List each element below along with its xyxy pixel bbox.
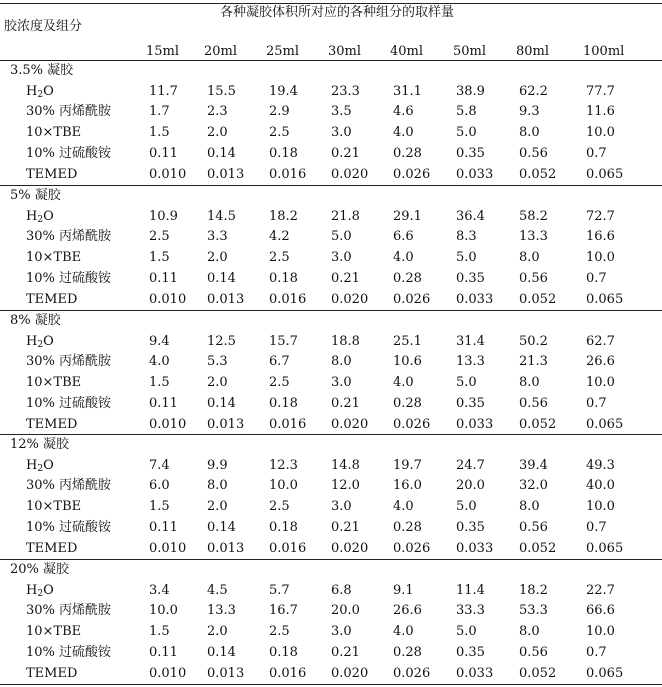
table-cell: 0.28 xyxy=(393,519,422,535)
table-cell: 2.0 xyxy=(207,250,228,266)
table-cell: 0.18 xyxy=(269,519,298,535)
table-cell: 0.033 xyxy=(456,665,494,681)
table-cell: 0.56 xyxy=(519,270,548,286)
table-cell: 2.3 xyxy=(207,104,228,120)
table-cell: 2.5 xyxy=(149,229,170,245)
section-rule xyxy=(0,185,662,186)
table-cell: 0.56 xyxy=(519,395,548,411)
table-cell: 5.0 xyxy=(456,375,477,391)
table-cell: 24.7 xyxy=(456,457,485,473)
table-cell: 1.5 xyxy=(149,375,170,391)
table-cell: 0.016 xyxy=(269,665,307,681)
table-cell: 8.3 xyxy=(456,229,477,245)
table-cell: 0.033 xyxy=(456,166,494,182)
table-cell: 1.7 xyxy=(149,104,170,120)
table-cell: 0.28 xyxy=(393,145,422,161)
row-label: 10×TBE xyxy=(26,624,82,640)
table-cell: 2.0 xyxy=(207,624,228,640)
table-cell: 0.28 xyxy=(393,395,422,411)
header-rule xyxy=(0,60,662,61)
table-cell: 4.0 xyxy=(393,499,414,515)
table-cell: 19.4 xyxy=(269,83,298,99)
table-cell: 8.0 xyxy=(519,125,540,141)
table-cell: 10.0 xyxy=(586,375,615,391)
table-cell: 0.18 xyxy=(269,395,298,411)
table-cell: 6.6 xyxy=(393,229,414,245)
table-cell: 0.35 xyxy=(456,519,485,535)
volume-header: 40ml xyxy=(390,44,424,59)
table-cell: 0.11 xyxy=(149,270,178,286)
table-cell: 2.5 xyxy=(269,125,290,141)
table-cell: 0.052 xyxy=(519,291,557,307)
table-cell: 2.5 xyxy=(269,375,290,391)
table-cell: 13.3 xyxy=(519,229,548,245)
table-cell: 0.033 xyxy=(456,291,494,307)
table-cell: 0.56 xyxy=(519,644,548,660)
table-cell: 0.010 xyxy=(149,665,187,681)
table-cell: 5.7 xyxy=(269,582,290,598)
table-cell: 4.2 xyxy=(269,229,290,245)
table-cell: 13.3 xyxy=(456,354,485,370)
volume-header: 100ml xyxy=(583,44,625,59)
table-cell: 0.18 xyxy=(269,145,298,161)
row-label: TEMED xyxy=(26,665,78,681)
row-label: TEMED xyxy=(26,540,78,556)
table-cell: 0.010 xyxy=(149,166,187,182)
table-cell: 72.7 xyxy=(586,208,615,224)
table-cell: 0.026 xyxy=(393,291,431,307)
table-cell: 18.2 xyxy=(519,582,548,598)
table-cell: 3.0 xyxy=(331,125,352,141)
table-cell: 0.11 xyxy=(149,395,178,411)
row-label: $H_2O$ xyxy=(26,582,54,599)
table-cell: 2.0 xyxy=(207,375,228,391)
section-title: 12% 凝胶 xyxy=(10,437,70,452)
table-cell: 0.026 xyxy=(393,166,431,182)
table-cell: 0.052 xyxy=(519,416,557,432)
table-cell: 40.0 xyxy=(586,478,615,494)
volume-header: 80ml xyxy=(516,44,550,59)
table-cell: 14.5 xyxy=(207,208,236,224)
table-cell: 4.6 xyxy=(393,104,414,120)
volume-header: 15ml xyxy=(146,44,180,59)
table-cell: 6.8 xyxy=(331,582,352,598)
row-label: 10% 过硫酸铵 xyxy=(26,395,112,411)
table-cell: 10.6 xyxy=(393,354,422,370)
table-cell: 0.28 xyxy=(393,644,422,660)
table-cell: 9.9 xyxy=(207,457,228,473)
table-cell: 10.0 xyxy=(586,624,615,640)
table-cell: 0.065 xyxy=(586,416,624,432)
row-label: $H_2O$ xyxy=(26,83,54,100)
row-label: 10×TBE xyxy=(26,499,82,515)
volume-header: 30ml xyxy=(328,44,362,59)
table-cell: 0.013 xyxy=(207,665,245,681)
volume-header: 50ml xyxy=(453,44,487,59)
table-cell: 8.0 xyxy=(519,375,540,391)
table-cell: 0.033 xyxy=(456,416,494,432)
table-cell: 8.0 xyxy=(207,478,228,494)
table-cell: 2.5 xyxy=(269,624,290,640)
table-cell: 36.4 xyxy=(456,208,485,224)
row-label: 10% 过硫酸铵 xyxy=(26,644,112,660)
table-cell: 10.0 xyxy=(149,603,178,619)
row-label: 30% 丙烯酰胺 xyxy=(26,104,112,120)
table-cell: 39.4 xyxy=(519,457,548,473)
table-cell: 18.2 xyxy=(269,208,298,224)
table-cell: 0.052 xyxy=(519,166,557,182)
table-cell: 25.1 xyxy=(393,333,422,349)
table-cell: 8.0 xyxy=(331,354,352,370)
table-cell: 13.3 xyxy=(207,603,236,619)
table-cell: 10.0 xyxy=(269,478,298,494)
table-cell: 0.020 xyxy=(331,665,369,681)
row-label: $H_2O$ xyxy=(26,457,54,474)
table-cell: 3.5 xyxy=(331,104,352,120)
table-cell: 0.016 xyxy=(269,416,307,432)
row-label: 10% 过硫酸铵 xyxy=(26,270,112,286)
table-cell: 31.4 xyxy=(456,333,485,349)
table-cell: 3.4 xyxy=(149,582,170,598)
table-cell: 21.3 xyxy=(519,354,548,370)
corner-label: 胶浓度及组分 xyxy=(4,19,83,34)
volume-header: 20ml xyxy=(204,44,238,59)
table-cell: 18.8 xyxy=(331,333,360,349)
section-rule xyxy=(0,310,662,311)
table-cell: 9.4 xyxy=(149,333,170,349)
table-cell: 16.7 xyxy=(269,603,298,619)
table-cell: 32.0 xyxy=(519,478,548,494)
table-cell: 0.14 xyxy=(207,270,236,286)
table-cell: 10.0 xyxy=(586,499,615,515)
table-cell: 38.9 xyxy=(456,83,485,99)
table-cell: 0.020 xyxy=(331,291,369,307)
table-cell: 6.0 xyxy=(149,478,170,494)
table-cell: 0.56 xyxy=(519,519,548,535)
table-cell: 1.5 xyxy=(149,250,170,266)
table-cell: 1.5 xyxy=(149,624,170,640)
table-cell: 20.0 xyxy=(331,603,360,619)
table-cell: 4.5 xyxy=(207,582,228,598)
row-label: 30% 丙烯酰胺 xyxy=(26,478,112,494)
table-cell: 11.4 xyxy=(456,582,485,598)
table-cell: 0.010 xyxy=(149,416,187,432)
table-cell: 0.013 xyxy=(207,291,245,307)
table-cell: 0.21 xyxy=(331,644,360,660)
table-cell: 49.3 xyxy=(586,457,615,473)
table-cell: 5.0 xyxy=(331,229,352,245)
section-rule xyxy=(0,434,662,435)
table-cell: 0.11 xyxy=(149,644,178,660)
table-cell: 0.11 xyxy=(149,145,178,161)
table-cell: 0.026 xyxy=(393,416,431,432)
row-label: TEMED xyxy=(26,166,78,182)
section-title: 3.5% 凝胶 xyxy=(10,63,74,78)
table-cell: 0.013 xyxy=(207,166,245,182)
table-cell: 0.11 xyxy=(149,519,178,535)
table-cell: 10.0 xyxy=(586,250,615,266)
table-cell: 9.1 xyxy=(393,582,414,598)
table-cell: 3.0 xyxy=(331,250,352,266)
table-cell: 0.21 xyxy=(331,145,360,161)
table-cell: 0.010 xyxy=(149,291,187,307)
table-cell: 2.5 xyxy=(269,250,290,266)
table-cell: 0.18 xyxy=(269,270,298,286)
table-cell: 16.6 xyxy=(586,229,615,245)
table-cell: 0.14 xyxy=(207,395,236,411)
table-cell: 10.0 xyxy=(586,125,615,141)
table-cell: 0.026 xyxy=(393,665,431,681)
table-cell: 11.6 xyxy=(586,104,615,120)
table-cell: 66.6 xyxy=(586,603,615,619)
table-cell: 0.013 xyxy=(207,540,245,556)
table-cell: 62.7 xyxy=(586,333,615,349)
table-cell: 0.020 xyxy=(331,166,369,182)
table-cell: 0.14 xyxy=(207,145,236,161)
table-cell: 12.5 xyxy=(207,333,236,349)
table-cell: 12.0 xyxy=(331,478,360,494)
table-cell: 0.18 xyxy=(269,644,298,660)
table-cell: 2.0 xyxy=(207,499,228,515)
table-cell: 26.6 xyxy=(393,603,422,619)
table-cell: 0.010 xyxy=(149,540,187,556)
row-label: 10×TBE xyxy=(26,125,82,141)
row-label: 30% 丙烯酰胺 xyxy=(26,229,112,245)
row-label: 30% 丙烯酰胺 xyxy=(26,603,112,619)
row-label: 10×TBE xyxy=(26,375,82,391)
row-label: 30% 丙烯酰胺 xyxy=(26,354,112,370)
table-cell: 21.8 xyxy=(331,208,360,224)
table-cell: 4.0 xyxy=(393,624,414,640)
table-cell: 0.020 xyxy=(331,540,369,556)
table-cell: 8.0 xyxy=(519,624,540,640)
row-label: 10×TBE xyxy=(26,250,82,266)
table-cell: 0.21 xyxy=(331,519,360,535)
table-cell: 5.0 xyxy=(456,125,477,141)
table-cell: 23.3 xyxy=(331,83,360,99)
table-cell: 22.7 xyxy=(586,582,615,598)
table-cell: 5.0 xyxy=(456,624,477,640)
table-cell: 0.065 xyxy=(586,291,624,307)
table-cell: 5.8 xyxy=(456,104,477,120)
table-cell: 0.28 xyxy=(393,270,422,286)
table-cell: 3.0 xyxy=(331,624,352,640)
table-cell: 0.7 xyxy=(586,395,607,411)
table-cell: 77.7 xyxy=(586,83,615,99)
section-rule xyxy=(0,559,662,560)
row-label: 10% 过硫酸铵 xyxy=(26,145,112,161)
table-cell: 4.0 xyxy=(393,125,414,141)
table-cell: 0.065 xyxy=(586,166,624,182)
table-cell: 0.21 xyxy=(331,270,360,286)
row-label: 10% 过硫酸铵 xyxy=(26,519,112,535)
table-cell: 0.052 xyxy=(519,540,557,556)
group-title: 各种凝胶体积所对应的各种组分的取样量 xyxy=(220,5,455,20)
table-cell: 10.9 xyxy=(149,208,178,224)
table-cell: 0.56 xyxy=(519,145,548,161)
table-cell: 8.0 xyxy=(519,499,540,515)
table-cell: 4.0 xyxy=(393,250,414,266)
section-title: 5% 凝胶 xyxy=(10,188,61,203)
table-cell: 0.065 xyxy=(586,665,624,681)
table-cell: 0.35 xyxy=(456,270,485,286)
table-cell: 0.065 xyxy=(586,540,624,556)
table-cell: 15.5 xyxy=(207,83,236,99)
table-cell: 62.2 xyxy=(519,83,548,99)
table-cell: 3.3 xyxy=(207,229,228,245)
table-bottom-rule xyxy=(0,684,662,685)
table-cell: 0.016 xyxy=(269,540,307,556)
table-cell: 58.2 xyxy=(519,208,548,224)
table-cell: 5.3 xyxy=(207,354,228,370)
table-cell: 0.14 xyxy=(207,644,236,660)
row-label: $H_2O$ xyxy=(26,333,54,350)
table-cell: 0.013 xyxy=(207,416,245,432)
table-cell: 0.020 xyxy=(331,416,369,432)
table-cell: 50.2 xyxy=(519,333,548,349)
table-cell: 0.35 xyxy=(456,644,485,660)
row-label: TEMED xyxy=(26,416,78,432)
table-cell: 5.0 xyxy=(456,499,477,515)
table-cell: 33.3 xyxy=(456,603,485,619)
table-cell: 0.21 xyxy=(331,395,360,411)
table-cell: 9.3 xyxy=(519,104,540,120)
table-cell: 0.7 xyxy=(586,644,607,660)
table-cell: 0.016 xyxy=(269,166,307,182)
section-title: 8% 凝胶 xyxy=(10,313,61,328)
table-cell: 0.7 xyxy=(586,519,607,535)
table-cell: 3.0 xyxy=(331,499,352,515)
table-cell: 29.1 xyxy=(393,208,422,224)
table-cell: 6.7 xyxy=(269,354,290,370)
table-cell: 2.5 xyxy=(269,499,290,515)
volume-header: 25ml xyxy=(266,44,300,59)
table-cell: 0.7 xyxy=(586,145,607,161)
table-cell: 0.033 xyxy=(456,540,494,556)
table-cell: 0.052 xyxy=(519,665,557,681)
table-cell: 0.35 xyxy=(456,145,485,161)
table-cell: 12.3 xyxy=(269,457,298,473)
row-label: $H_2O$ xyxy=(26,208,54,225)
table-cell: 11.7 xyxy=(149,83,178,99)
table-cell: 1.5 xyxy=(149,125,170,141)
table-cell: 0.35 xyxy=(456,395,485,411)
table-cell: 14.8 xyxy=(331,457,360,473)
table-cell: 0.016 xyxy=(269,291,307,307)
table-cell: 4.0 xyxy=(149,354,170,370)
table-cell: 0.026 xyxy=(393,540,431,556)
table-cell: 1.5 xyxy=(149,499,170,515)
table-cell: 26.6 xyxy=(586,354,615,370)
table-cell: 2.0 xyxy=(207,125,228,141)
section-title: 20% 凝胶 xyxy=(10,562,70,577)
table-cell: 31.1 xyxy=(393,83,422,99)
table-cell: 3.0 xyxy=(331,375,352,391)
table-cell: 5.0 xyxy=(456,250,477,266)
table-cell: 2.9 xyxy=(269,104,290,120)
table-cell: 0.14 xyxy=(207,519,236,535)
table-cell: 16.0 xyxy=(393,478,422,494)
table-top-rule xyxy=(0,3,662,4)
table-cell: 19.7 xyxy=(393,457,422,473)
table-cell: 7.4 xyxy=(149,457,170,473)
row-label: TEMED xyxy=(26,291,78,307)
table-cell: 4.0 xyxy=(393,375,414,391)
table-cell: 53.3 xyxy=(519,603,548,619)
table-cell: 15.7 xyxy=(269,333,298,349)
table-cell: 0.7 xyxy=(586,270,607,286)
table-cell: 8.0 xyxy=(519,250,540,266)
table-cell: 20.0 xyxy=(456,478,485,494)
